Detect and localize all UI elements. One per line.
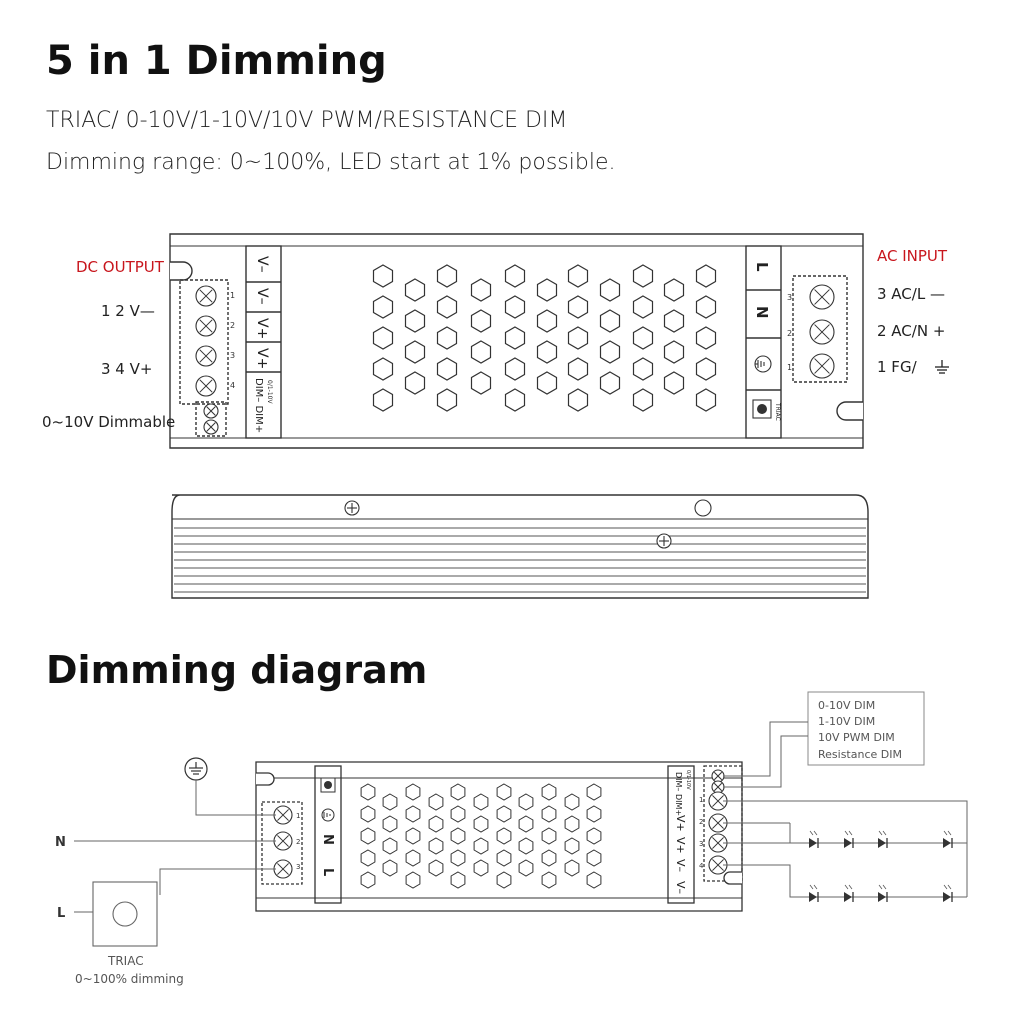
hexagon-vent-icon — [587, 806, 601, 822]
hexagon-vent-icon — [697, 296, 716, 318]
led-icon — [878, 831, 887, 848]
hexagon-vent-icon — [538, 279, 557, 301]
strip-label-vminus-1: V– — [254, 256, 270, 273]
diag-strip-l: L — [320, 868, 335, 877]
hexagon-vent-icon — [565, 816, 579, 832]
hexagon-vent-icon — [697, 389, 716, 411]
terminal-num: 1 — [699, 796, 704, 804]
hexagon-vent-icon — [361, 784, 375, 800]
hexagon-vent-icon — [374, 358, 393, 380]
terminal-num: 3 — [296, 863, 301, 871]
hexagon-vent-icon — [451, 806, 465, 822]
screw-terminal-icon — [274, 832, 292, 850]
hexagon-vent-icon — [569, 327, 588, 349]
strip-label-vplus-1: V+ — [254, 318, 270, 340]
hexagon-vent-icon — [519, 838, 533, 854]
ground-icon — [755, 356, 771, 372]
hexagon-vent-icon — [438, 358, 457, 380]
hexagon-vent-icon — [406, 372, 425, 394]
mount-notch-left — [170, 262, 192, 280]
hexagon-vent-icon — [451, 872, 465, 888]
hexagon-vent-icon — [569, 265, 588, 287]
hexagon-vent-icon — [542, 828, 556, 844]
l-label: L — [57, 906, 66, 921]
side-screw-1 — [345, 501, 359, 515]
dc-output-terminals — [196, 286, 218, 434]
n-label: N — [55, 835, 66, 850]
hexagon-vent-icon — [383, 860, 397, 876]
hexagon-vent-icon — [374, 296, 393, 318]
input-wiring — [74, 780, 276, 912]
hexagon-vent-icon — [542, 806, 556, 822]
screw-terminal-icon — [204, 420, 218, 434]
dim-mode: 1-10V DIM — [818, 715, 876, 728]
screw-terminal-icon — [810, 354, 834, 378]
mount-notch-right — [837, 402, 863, 420]
led-icon — [878, 885, 887, 902]
diag-strip-vplus-1: V+ — [674, 815, 687, 832]
hexagon-vent-icon — [406, 828, 420, 844]
hexagon-vent-icon — [451, 784, 465, 800]
hexagon-vent-icon — [361, 850, 375, 866]
hexagon-vent-icon — [601, 372, 620, 394]
hexagon-vent-icon — [587, 784, 601, 800]
led-icon — [809, 831, 818, 848]
strip-label-n: N — [753, 306, 771, 319]
hexagon-vent-icon — [361, 872, 375, 888]
hexagon-vent-icon — [665, 279, 684, 301]
side-fins — [174, 528, 866, 592]
hexagon-vent-icon — [569, 296, 588, 318]
hexagon-vent-icon — [438, 265, 457, 287]
hexagon-vent-icon — [361, 828, 375, 844]
dim-mode: 0-10V DIM — [818, 699, 876, 712]
triac-caption: TRIAC — [108, 954, 144, 968]
hexagon-vent-icon — [429, 794, 443, 810]
hexagon-vent-icon — [438, 327, 457, 349]
dimmable-label: 0~10V Dimmable — [42, 413, 176, 431]
hexagon-vent-icon — [406, 806, 420, 822]
hexagon-vent-icon — [497, 872, 511, 888]
hexagon-vent-icon — [506, 296, 525, 318]
led-icon — [844, 831, 853, 848]
hexagon-vent-icon — [406, 341, 425, 363]
screw-terminal-icon — [196, 376, 216, 396]
diag-strip-dim-small: 0/1-10V — [685, 770, 691, 790]
hexagon-vent-icon — [406, 279, 425, 301]
hexagon-vent-icon — [587, 872, 601, 888]
strip-label-l: L — [753, 262, 771, 272]
triac-dimmer — [93, 882, 157, 946]
hexagon-vent-icon — [697, 265, 716, 287]
hexagon-vent-icon — [634, 389, 653, 411]
terminal-num: 3 — [699, 840, 704, 848]
led-icon — [943, 831, 952, 848]
screw-terminal-icon — [810, 285, 834, 309]
terminal-num: 3 — [787, 293, 793, 302]
hexagon-vent-icon — [451, 828, 465, 844]
diag-strip-vminus-2: V– — [674, 881, 687, 895]
diag-strip-vplus-2: V+ — [674, 837, 687, 854]
hexagon-vent-icon — [383, 838, 397, 854]
ground-icon — [322, 809, 334, 821]
hexagon-vent-icon — [634, 296, 653, 318]
hexagon-vent-icon — [429, 816, 443, 832]
diag-strip-dim: DIM– DIM+ — [674, 772, 683, 817]
dimming-modes: TRIAC/ 0-10V/1-10V/10V PWM/RESISTANCE DIM — [46, 108, 568, 133]
hexagon-vent-icon — [506, 265, 525, 287]
triac-small-label: TRIAC — [774, 403, 781, 421]
hexagon-vent-icon — [406, 850, 420, 866]
ac-input-terminals — [810, 285, 834, 378]
hexagon-vent-icon — [506, 389, 525, 411]
screw-terminal-icon — [712, 770, 724, 782]
hexagon-vent-icon — [569, 358, 588, 380]
hexagon-vent-icon — [497, 828, 511, 844]
hexagon-vent-icon — [565, 860, 579, 876]
hexagon-vent-icon — [383, 794, 397, 810]
strip-label-dim: DIM– DIM+ — [253, 378, 264, 434]
hexagon-vent-icon — [601, 279, 620, 301]
driver-side-view — [172, 495, 868, 598]
hexagon-vent-icon — [474, 838, 488, 854]
hexagon-vent-icon — [665, 372, 684, 394]
ground-icon — [935, 360, 949, 373]
top-vent-pattern — [374, 265, 716, 411]
hexagon-vent-icon — [538, 310, 557, 332]
screw-terminal-icon — [196, 286, 216, 306]
screw-terminal-icon — [196, 316, 216, 336]
hexagon-vent-icon — [634, 265, 653, 287]
hexagon-vent-icon — [634, 327, 653, 349]
screw-terminal-icon — [274, 806, 292, 824]
ac-row3-label: 1 FG/ — [877, 358, 917, 376]
strip-label-vminus-2: V– — [254, 288, 270, 305]
hexagon-vent-icon — [601, 310, 620, 332]
diag-strip-n: N — [320, 834, 335, 845]
side-hole — [695, 500, 711, 516]
hexagon-vent-icon — [542, 784, 556, 800]
terminal-num: 2 — [699, 818, 704, 826]
hexagon-vent-icon — [542, 872, 556, 888]
terminal-num: 2 — [230, 321, 236, 330]
hexagon-vent-icon — [472, 310, 491, 332]
hexagon-vent-icon — [406, 310, 425, 332]
hexagon-vent-icon — [474, 794, 488, 810]
dimming-range: Dimming range: 0~100%, LED start at 1% possible. — [46, 150, 616, 175]
hexagon-vent-icon — [569, 389, 588, 411]
dc-row2-label: 3 4 V+ — [101, 360, 153, 378]
side-screw-2 — [657, 534, 671, 548]
hexagon-vent-icon — [438, 389, 457, 411]
terminal-num: 2 — [787, 329, 793, 338]
hexagon-vent-icon — [472, 372, 491, 394]
hexagon-vent-icon — [587, 850, 601, 866]
hexagon-vent-icon — [538, 372, 557, 394]
terminal-num: 4 — [699, 862, 704, 870]
hexagon-vent-icon — [429, 860, 443, 876]
hexagon-vent-icon — [506, 327, 525, 349]
screw-terminal-icon — [810, 320, 834, 344]
diagram-title: Dimming diagram — [46, 648, 428, 692]
hexagon-vent-icon — [497, 806, 511, 822]
hexagon-vent-icon — [665, 310, 684, 332]
dim-mode: 10V PWM DIM — [818, 731, 895, 744]
hexagon-vent-icon — [438, 296, 457, 318]
led-icon — [809, 885, 818, 902]
hexagon-vent-icon — [472, 279, 491, 301]
hexagon-vent-icon — [697, 327, 716, 349]
hexagon-vent-icon — [406, 784, 420, 800]
hexagon-vent-icon — [497, 784, 511, 800]
screw-terminal-icon — [274, 860, 292, 878]
screw-terminal-icon — [196, 346, 216, 366]
hexagon-vent-icon — [429, 838, 443, 854]
hexagon-vent-icon — [374, 389, 393, 411]
screw-terminal-icon — [204, 404, 218, 418]
hexagon-vent-icon — [361, 806, 375, 822]
led-icon — [844, 885, 853, 902]
strip-label-dim-small: 0/1-10V — [266, 380, 273, 404]
hexagon-vent-icon — [587, 828, 601, 844]
led-icon — [943, 885, 952, 902]
triac-range: 0~100% dimming — [75, 972, 184, 986]
diag-strip-vminus-1: V– — [674, 859, 687, 873]
hexagon-vent-icon — [542, 850, 556, 866]
hexagon-vent-icon — [538, 341, 557, 363]
hexagon-vent-icon — [497, 850, 511, 866]
dc-output-label: DC OUTPUT — [76, 258, 164, 276]
terminal-num: 4 — [230, 381, 236, 390]
terminal-num: 2 — [296, 838, 301, 846]
hexagon-vent-icon — [451, 850, 465, 866]
hexagon-vent-icon — [506, 358, 525, 380]
ac-row2-label: 2 AC/N + — [877, 322, 946, 340]
hexagon-vent-icon — [665, 341, 684, 363]
page-title: 5 in 1 Dimming — [46, 38, 387, 84]
terminal-num: 1 — [787, 363, 793, 372]
terminal-num: 1 — [230, 291, 236, 300]
ground-icon — [185, 758, 207, 780]
ac-row1-label: 3 AC/L — — [877, 285, 945, 303]
terminal-num: 3 — [230, 351, 236, 360]
hexagon-vent-icon — [374, 265, 393, 287]
diag-triac-knob — [321, 778, 335, 792]
hexagon-vent-icon — [519, 860, 533, 876]
dim-mode: Resistance DIM — [818, 748, 902, 761]
hexagon-vent-icon — [474, 860, 488, 876]
hexagon-vent-icon — [697, 358, 716, 380]
hexagon-vent-icon — [601, 341, 620, 363]
led-strings — [790, 823, 952, 902]
terminal-num: 1 — [296, 812, 301, 820]
hexagon-vent-icon — [519, 816, 533, 832]
hexagon-vent-icon — [565, 838, 579, 854]
ac-input-label: AC INPUT — [877, 247, 948, 265]
hexagon-vent-icon — [519, 794, 533, 810]
hexagon-vent-icon — [634, 358, 653, 380]
hexagon-vent-icon — [474, 816, 488, 832]
screw-terminal-icon — [712, 781, 724, 793]
dc-row1-label: 1 2 V— — [101, 302, 155, 320]
hexagon-vent-icon — [383, 816, 397, 832]
hexagon-vent-icon — [406, 872, 420, 888]
hexagon-vent-icon — [565, 794, 579, 810]
diagram-vent-pattern — [361, 784, 601, 888]
triac-knob — [753, 400, 771, 418]
hexagon-vent-icon — [472, 341, 491, 363]
hexagon-vent-icon — [374, 327, 393, 349]
strip-label-vplus-2: V+ — [254, 348, 270, 370]
